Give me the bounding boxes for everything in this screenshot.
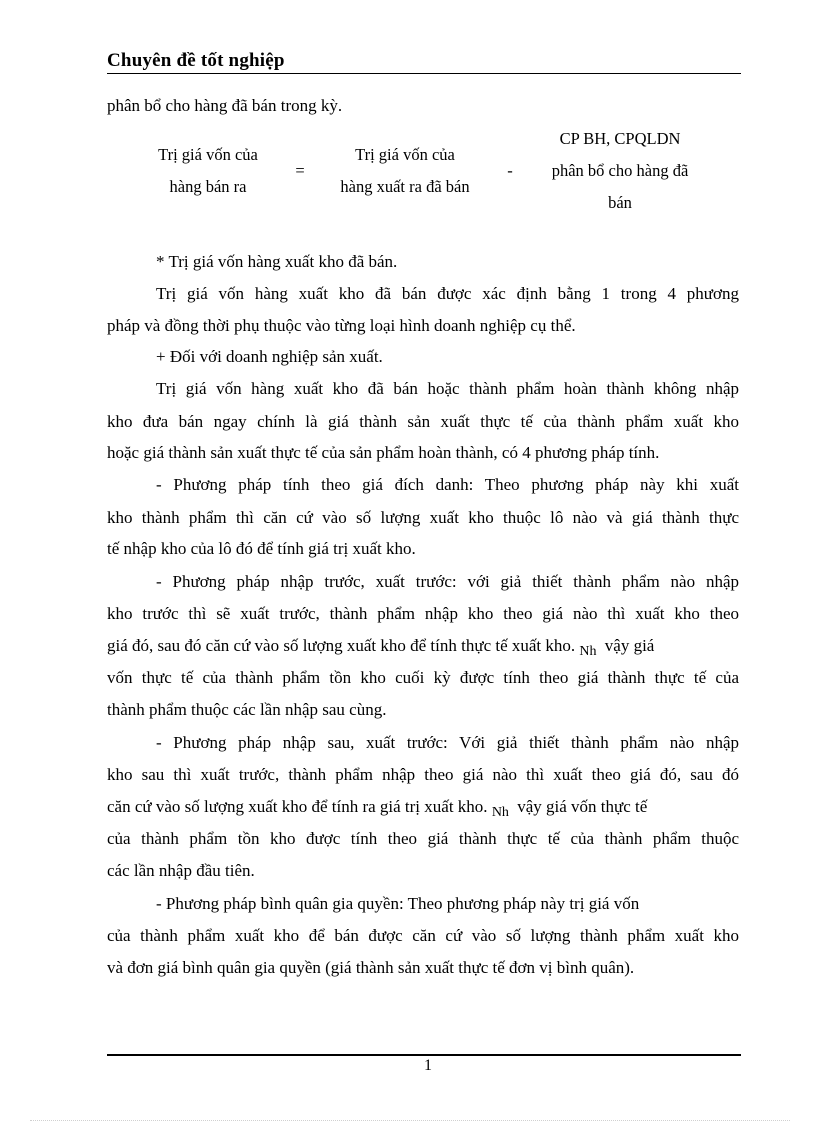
paragraph-line: - Phương pháp nhập sau, xuất trước: Với giả thiết thành phẩm nào nhập [156,733,739,752]
paragraph-line: tế nhập kho của lô đó để tính giá trị xuất kho. [107,539,416,558]
formula-middle-line1: Trị giá vốn của [355,145,455,164]
formula-middle [318,139,492,203]
line-segment: căn cứ vào số lượng xuất kho để tính ra giá trị xuất kho. [107,797,488,816]
paragraph-line: - Phương pháp nhập trước, xuất trước: với giả thiết thành phẩm nào nhập [156,572,739,591]
paragraph-line: vốn thực tế của thành phẩm tồn kho cuối kỳ được tính theo giá thành thực tế của [107,668,739,687]
formula-right [532,123,708,219]
paragraph-line: - Phương pháp bình quân gia quyền: Theo phương pháp này trị giá vốn [156,894,640,913]
paragraph-line: * Trị giá vốn hàng xuất kho đã bán. [156,252,398,271]
page-bottom-dotted-border [30,1120,790,1121]
paragraph-line: và đơn giá bình quân gia quyền (giá thành sản xuất thực tế đơn vị bình quân). [107,958,635,977]
paragraph-line: của thành phẩm tồn kho được tính theo giá thành thực tế của thành phẩm thuộc [107,829,739,848]
line-segment: vậy giá [604,636,655,655]
formula-left [120,139,296,203]
line-segment: giá đó, sau đó căn cứ vào số lượng xuất kho để tính thực tế xuất kho. [107,636,576,655]
formula-equals: = [295,161,305,180]
footer-rule [107,1054,741,1056]
formula-left-line2: hàng bán ra [169,177,247,196]
line-segment: vậy giá vốn thực tế [517,797,648,816]
paragraph-line: thành phẩm thuộc các lần nhập sau cùng. [107,700,387,719]
paragraph-line: pháp và đồng thời phụ thuộc vào từng loại hình doanh nghiệp cụ thể. [107,316,576,335]
line-fragment-nh: Nh [579,644,597,659]
intro-line: phân bổ cho hàng đã bán trong kỳ. [107,96,343,115]
paragraph-line: Trị giá vốn hàng xuất kho đã bán hoặc thành phẩm hoàn thành không nhập [156,379,739,398]
paragraph-line [107,636,654,658]
paragraph-line: các lần nhập đầu tiên. [107,861,255,880]
page-number: 1 [424,1057,432,1074]
line-fragment-nh: Nh [491,805,509,820]
formula-minus: - [507,161,513,180]
header-rule [107,73,741,74]
paragraph-line: + Đối với doanh nghiệp sản xuất. [156,347,383,366]
paragraph-line: kho trước thì sẽ xuất trước, thành phẩm nhập kho theo giá nào thì xuất kho theo [107,604,739,623]
paragraph-line: hoặc giá thành sản xuất thực tế của sản phẩm hoàn thành, có 4 phương pháp tính. [107,443,660,462]
formula-left-line1: Trị giá vốn của [158,145,258,164]
paragraph-line: - Phương pháp tính theo giá đích danh: Theo phương pháp này khi xuất [156,475,739,494]
formula-middle-line2: hàng xuất ra đã bán [340,177,470,196]
paragraph-line: kho thành phẩm thì căn cứ vào số lượng xuất kho thuộc lô nào và giá thành thực [107,508,739,527]
paragraph-line: kho sau thì xuất trước, thành phẩm nhập theo giá nào thì xuất theo giá đó, sau đó [107,765,739,784]
formula-right-line2: phân bổ cho hàng đã [551,161,689,180]
paragraph-line [107,797,647,819]
header-title: Chuyên đề tốt nghiệp [107,50,285,71]
paragraph-line: của thành phẩm xuất kho để bán được căn cứ vào số lượng thành phẩm xuất kho [107,926,739,945]
formula-right-line3: bán [608,193,632,212]
paragraph-line: Trị giá vốn hàng xuất kho đã bán được xác định bằng 1 trong 4 phương [156,284,739,303]
paragraph-line: kho đưa bán ngay chính là giá thành sản xuất thực tế của thành phẩm xuất kho [107,412,739,431]
formula-right-line1: CP BH, CPQLDN [559,129,681,148]
